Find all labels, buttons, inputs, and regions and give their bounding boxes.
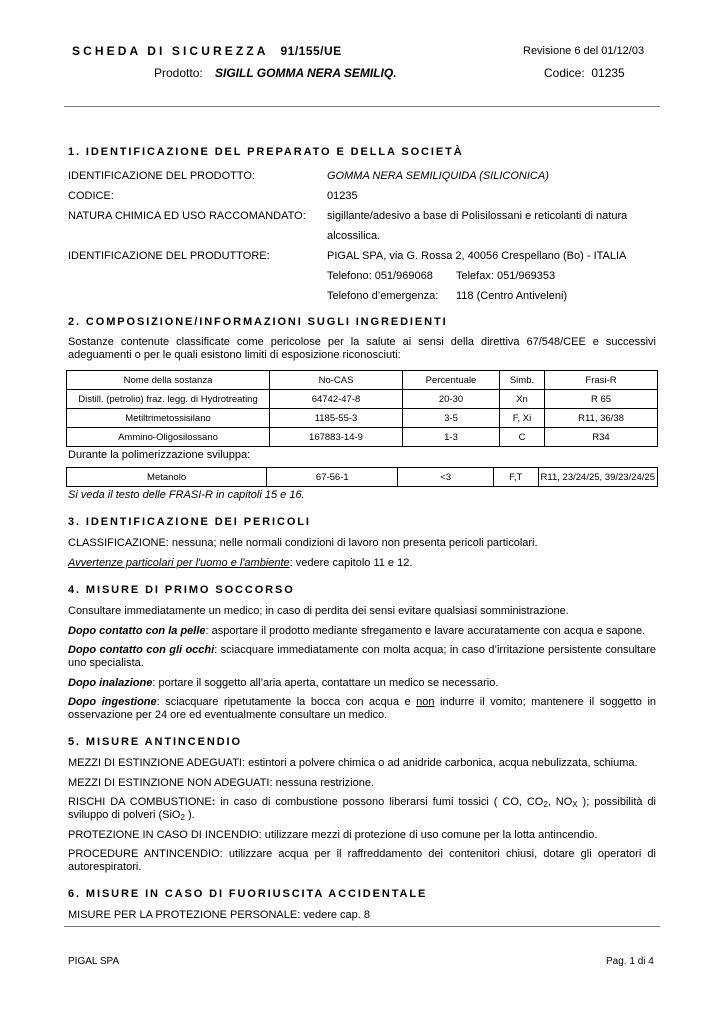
revision-info: Revisione 6 del 01/12/03 [523,45,645,57]
kv-key: IDENTIFICAZIONE DEL PRODUTTORE: [68,250,270,262]
combustion-text: ); possibilità di sviluppo di polveri (SiO [68,796,656,821]
table-cell: 1-3 [403,428,500,447]
kv-value-line: alcossilica. [327,230,381,242]
kv-value [327,246,656,306]
table-cell: Metanolo [67,468,267,487]
combustion-colon: : [211,796,216,808]
fax: Telefax: 051/969353 [456,270,556,282]
section-5 [68,736,656,874]
table-cell: F,T [494,468,539,487]
warnings-text [68,556,656,570]
phone: Telefono: 051/969068 [327,270,433,282]
ingestion-label: Dopo ingestione [68,696,157,708]
polymerization-label: Durante la polimerizzazione sviluppa: [68,449,251,461]
document-title [72,44,342,58]
warnings-label: Avvertenze particolari per l'uomo e l'ambiente [68,557,290,569]
table-cell: R11, 23/24/25, 39/23/24/25 [538,468,657,487]
footer-company: PIGAL SPA [68,956,120,967]
table-cell: 1185-55-3 [270,409,403,428]
kv-value-line: sigillante/adesivo a base di Polisilossani e reticolanti di natura [327,210,628,222]
skin-contact [68,624,656,638]
suitable-media: MEZZI DI ESTINZIONE ADEGUATI: estintori a polvere chimica o ad anidride carbonica, acqua nebulizzata, schiuma. [68,757,638,769]
manufacturer-address: PIGAL SPA, via G. Rossa 2, 40056 Crespellano (Bo) - ITALIA [327,250,627,262]
ingestion-text: : sciacquare ripetutamente la bocca con acqua e [156,696,417,708]
ingestion-text-2: indurre il vomito; mantenere il soggetto in osservazione per 24 ore ed eventualmente consultare un medico. [68,696,657,721]
table-row [67,409,658,428]
inhalation-label: Dopo inalazione [68,677,153,689]
personal-protection: MISURE PER LA PROTEZIONE PERSONALE: vedere cap. 8 [68,909,370,921]
classification-text: CLASSIFICAZIONE: nessuna; nelle normali condizioni di lavoro non presenta pericoli particolari. [68,537,538,549]
page-number: Pag. 1 di 4 [606,956,654,967]
code-value: 01235 [591,66,625,80]
table-cell: F, Xi [500,409,545,428]
column-header: Simb. [500,371,545,390]
emergency-row [327,286,656,306]
section-heading: 3. IDENTIFICAZIONE DEI PERICOLI [68,516,311,528]
header-divider [64,106,660,107]
skin-label: Dopo contatto con la pelle [68,625,206,637]
table-row [67,390,658,409]
table-cell: Ammino-Oligosilossano [67,428,270,447]
eyes-text: : sciacquare immediatamente con molta acqua; in caso d’irritazione persistente consultare uno specialista. [68,644,657,669]
section-heading: 2. COMPOSIZIONE/INFORMAZIONI SUGLI INGREDIENTI [68,316,448,328]
phone-row [327,266,656,286]
table-header-row [67,371,658,390]
emergency-label: Telefono d’emergenza: [327,290,439,302]
document-body [68,146,656,934]
section-4 [68,584,656,722]
ingestion [68,696,656,722]
r-phrases-note: Si veda il testo delle FRASI-R in capitoli 15 e 16. [68,489,305,501]
table-cell: Metiltrimetossisilano [67,409,270,428]
subscript: 2 [180,813,185,822]
table-cell: C [500,428,545,447]
footer-divider [64,926,660,927]
eyes-label: Dopo contatto con gli occhi [68,644,215,656]
eye-contact [68,644,656,670]
inhalation [68,676,656,690]
title-code: 91/155/UE [280,44,342,58]
product-label: Prodotto: [154,66,203,80]
column-header: Frasi-R [545,371,658,390]
subscript: X [572,800,578,809]
table-cell: R11, 36/38 [545,409,658,428]
section-3 [68,516,656,570]
fire-protection: PROTEZIONE IN CASO DI INCENDIO: utilizzare mezzi di protezione di uso comune per la lotta antincendio. [68,829,598,841]
combustion-text: , NO [547,796,573,808]
kv-key: NATURA CHIMICA ED USO RACCOMANDATO: [68,210,306,222]
product-code [544,66,625,80]
composition-table [66,370,658,447]
kv-value: 01235 [327,190,358,202]
warnings-rest: : vedere capitolo 11 e 12. [289,557,413,569]
kv-key: IDENTIFICAZIONE DEL PRODOTTO: [68,170,256,182]
kv-row [68,166,656,186]
ingestion-non: non [416,696,435,708]
table-cell: R 65 [545,390,658,409]
kv-value: GOMMA NERA SEMILIQUIDA (SILICONICA) [327,170,549,182]
column-header: Nome della sostanza [67,371,270,390]
byproduct-table [66,467,658,487]
table-row [67,468,658,487]
product-name: SIGILL GOMMA NERA SEMILIQ. [215,66,397,80]
firefighting-procedures: PROCEDURE ANTINCENDIO: utilizzare acqua per il raffreddamento dei contenitori chiusi, dotare gli operatori di autorespiratori. [68,848,656,873]
combustion-text: ). [184,809,195,821]
combustion-text: in caso di combustione possono liberarsi fumi tossici ( CO, CO [215,796,544,808]
section-1 [68,146,656,306]
table-cell: Xn [500,390,545,409]
composition-intro: Sostanze contenute classificate come pericolose per la salute ai sensi della direttiva 67/548/CEE e successivi adeguamenti o per le quali esistono limiti di esposizione riconosciuti: [68,336,656,361]
section-2 [68,316,656,502]
skin-text: : asportare il prodotto mediante sfregamento e lavare accuratamente con acqua e sapone. [205,625,646,637]
table-cell: R34 [545,428,658,447]
unsuitable-media: MEZZI DI ESTINZIONE NON ADEGUATI: nessuna restrizione. [68,777,375,789]
table-cell: Distill. (petrolio) fraz. legg. di Hydrotreating [67,390,270,409]
table-row [67,428,658,447]
table-cell: 20-30 [403,390,500,409]
combustion-label: RISCHI DA COMBUSTIONE [68,796,212,808]
table-cell: 167883-14-9 [270,428,403,447]
table-cell: 67-56-1 [267,468,398,487]
table-cell: 64742-47-8 [270,390,403,409]
kv-row [68,206,656,246]
section-heading: 1. IDENTIFICAZIONE DEL PREPARATO E DELLA SOCIETÀ [68,146,464,158]
table-cell: <3 [398,468,494,487]
code-label: Codice: [544,66,585,80]
kv-row [68,186,656,206]
column-header: Percentuale [403,371,500,390]
subscript: 2 [543,800,548,809]
section-6 [68,888,656,922]
section-heading: 5. MISURE ANTINCENDIO [68,736,242,748]
kv-key: CODICE: [68,190,114,202]
emergency-value: 118 (Centro Antiveleni) [456,290,568,302]
combustion-risks [68,796,656,822]
inhalation-text: : portare il soggetto all’aria aperta, contattare un medico se necessario. [152,677,499,689]
section-heading: 4. MISURE DI PRIMO SOCCORSO [68,584,295,596]
section-heading: 6. MISURE IN CASO DI FUORIUSCITA ACCIDENTALE [68,888,428,900]
column-header: No-CAS [270,371,403,390]
first-aid-intro: Consultare immediatamente un medico; in caso di perdita dei sensi evitare qualsiasi somministrazione. [68,605,569,617]
title-text: SCHEDA DI SICUREZZA [72,44,269,58]
kv-row [68,246,656,306]
table-cell: 3-5 [403,409,500,428]
kv-value [327,206,656,246]
